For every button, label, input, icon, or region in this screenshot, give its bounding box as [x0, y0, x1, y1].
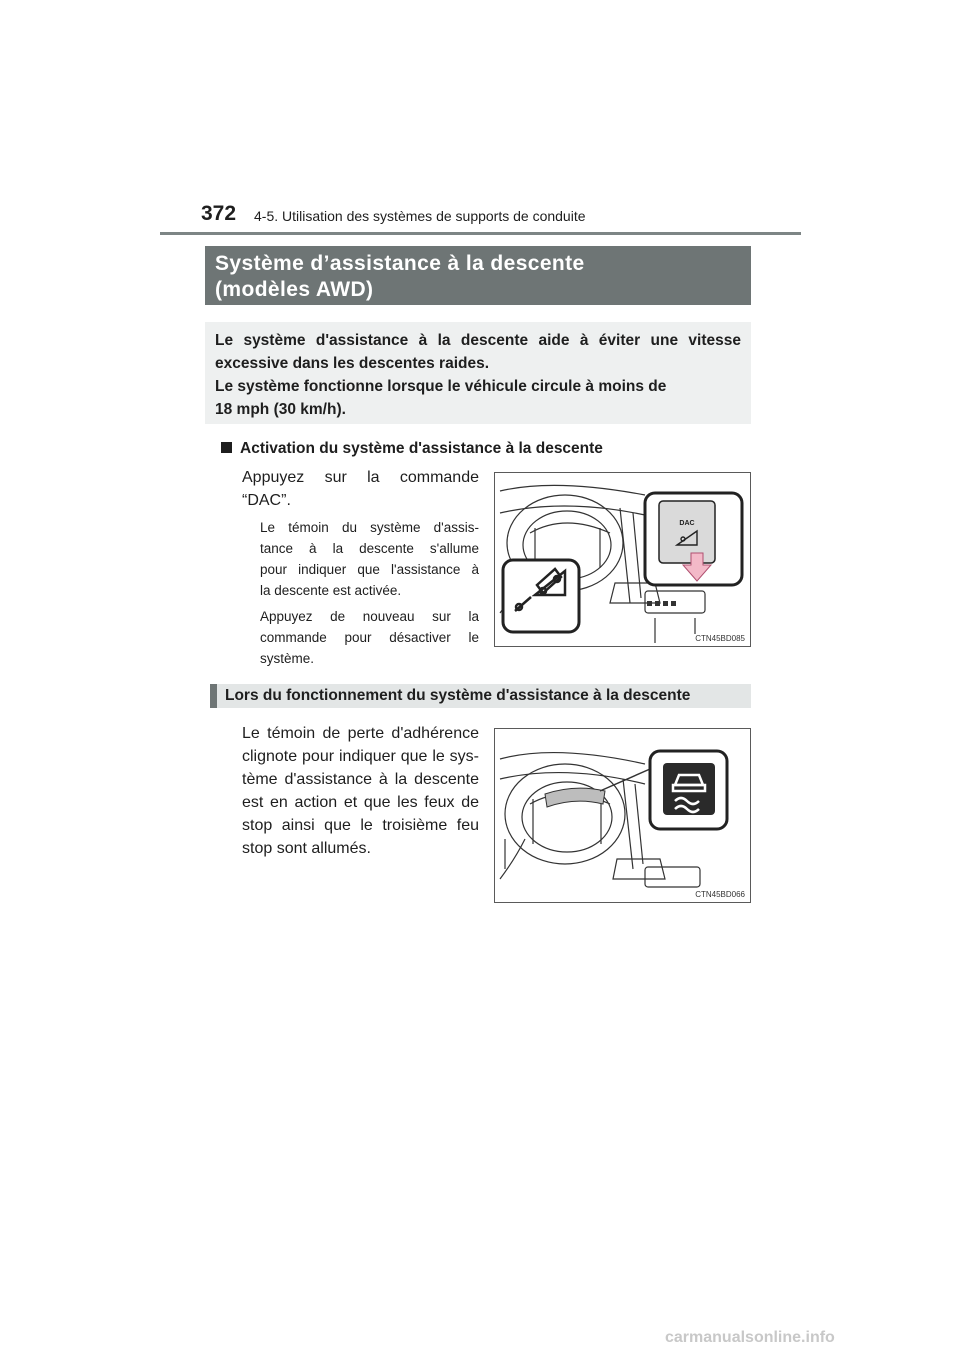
- intro-line-1: Le système d'assistance à la descente aide à éviter une vitesse: [215, 332, 741, 349]
- operation-line-6: stop sont allumés.: [242, 840, 371, 857]
- site-watermark: carmanualsonline.info: [665, 1329, 835, 1346]
- note-2-line-1: Appuyez de nouveau sur la: [260, 609, 479, 624]
- note-1-line-3: pour indiquer que l'assistance à: [260, 562, 479, 577]
- intro-box: [205, 322, 751, 424]
- figure-2-code: CTN45BD066: [695, 890, 745, 899]
- dac-switch-label: DAC: [679, 520, 695, 527]
- chapter-title: 4-5. Utilisation des systèmes de supports de conduite: [254, 208, 586, 224]
- square-bullet-icon: [221, 442, 232, 453]
- instruction-line-1: Appuyez sur la commande: [242, 469, 479, 486]
- dac-switch: [659, 501, 715, 563]
- figure-1-code: CTN45BD085: [695, 634, 745, 643]
- section-title: [205, 246, 751, 305]
- dashboard-illustration-2: [495, 729, 750, 902]
- note-2-line-3: système.: [260, 651, 315, 666]
- instruction-line-2: “DAC”.: [242, 492, 291, 509]
- section-title-line-2: (modèles AWD): [215, 278, 374, 301]
- intro-line-2: excessive dans les descentes raides.: [215, 355, 490, 372]
- section-title-line-1: Système d’assistance à la descente: [215, 252, 585, 275]
- slip-indicator-icon: [663, 763, 715, 815]
- page-number: 372: [201, 202, 237, 225]
- intro-line-4: 18 mph (30 km/h).: [215, 401, 346, 418]
- note-1-line-2: tance à la descente s'allume: [260, 541, 479, 556]
- operation-line-2: clignote pour indiquer que le sys-: [242, 748, 479, 765]
- activation-note-1: [260, 517, 479, 601]
- note-1-line-4: la descente est activée.: [260, 583, 402, 598]
- activation-heading: [221, 439, 603, 459]
- activation-instruction: [242, 466, 479, 512]
- dac-switch-figure: [494, 472, 751, 647]
- note-1-line-1: Le témoin du système d'assis-: [260, 520, 479, 535]
- activation-heading-text: Activation du système d'assistance à la descente: [240, 440, 603, 457]
- operation-line-5: stop ainsi que le troisième feu: [242, 817, 479, 834]
- intro-line-3: Le système fonctionne lorsque le véhicule circule à moins de: [215, 378, 667, 395]
- operation-line-1: Le témoin de perte d'adhérence: [242, 725, 479, 742]
- note-2-line-2: commande pour désactiver le: [260, 630, 479, 645]
- slip-indicator-figure: [494, 728, 751, 903]
- operation-heading: Lors du fonctionnement du système d'assistance à la descente: [210, 684, 751, 708]
- activation-note-2: [260, 606, 479, 669]
- operation-line-3: tème d'assistance à la descente: [242, 771, 479, 788]
- header-rule: [160, 232, 801, 235]
- operation-body: [242, 722, 479, 860]
- dashboard-illustration: [495, 473, 750, 646]
- operation-line-4: est en action et que les feux de: [242, 794, 479, 811]
